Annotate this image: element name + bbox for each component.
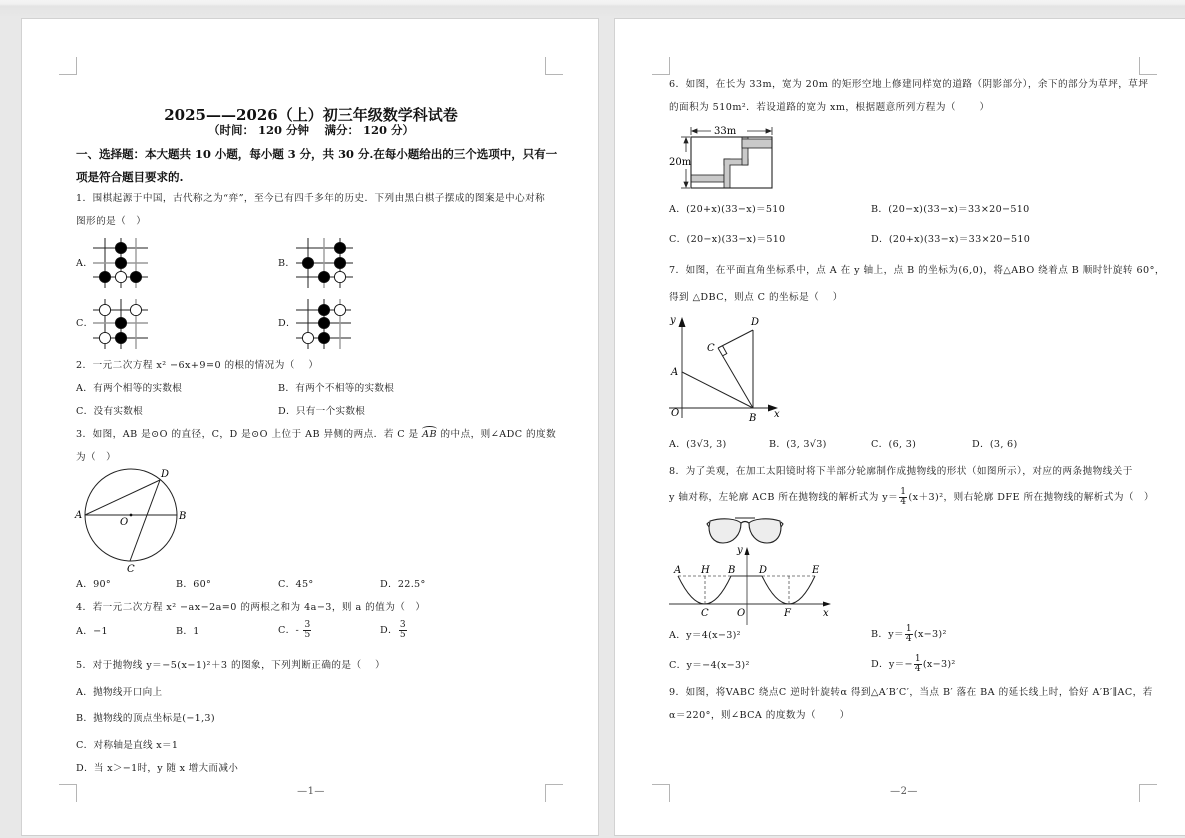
black-stone xyxy=(318,271,329,282)
denominator: 4 xyxy=(905,634,912,644)
option-text: 没有实数根 xyxy=(93,406,144,417)
option-label: D． xyxy=(278,406,296,417)
label-b: B xyxy=(749,413,757,423)
white-stone xyxy=(130,304,141,315)
option-label: B． xyxy=(769,439,787,450)
q6-option-c xyxy=(669,233,786,247)
q1-stem-line-1: 1．围棋起源于中国，古代称之为“弈”，至今已有四千多年的历史．下列由黑白棋子摆成的图案是中心对称 xyxy=(76,193,546,204)
q3-option-a xyxy=(76,578,111,592)
option-label: A． xyxy=(76,579,94,590)
white-stone xyxy=(334,271,345,282)
option-label: A． xyxy=(669,204,687,215)
label-y-axis: y xyxy=(670,315,676,326)
option-text: 22.5° xyxy=(397,579,426,590)
q5-option-c xyxy=(76,739,178,753)
numerator: 3 xyxy=(399,620,406,630)
section-header-line-1: 一、选择题：本大题共 10 小题，每小题 3 分，共 30 分.在每小题给出的三个选项中，只有一 xyxy=(76,147,558,161)
q5-stem: 5．对于抛物线 y＝−5(x−1)²＋3 的图象，下列判断正确的是（ ） xyxy=(76,660,386,671)
option-text: 抛物线的顶点坐标是(−1,3) xyxy=(93,713,215,724)
label-d: D xyxy=(759,565,768,576)
black-stone xyxy=(130,271,141,282)
black-stone xyxy=(115,332,126,343)
q1-option-a-label: A． xyxy=(76,258,94,269)
section-header-line-2: 项是符合题目要求的. xyxy=(76,170,184,184)
q7-option-a xyxy=(669,438,727,452)
q2-option-c xyxy=(76,405,143,419)
q6-option-b xyxy=(871,203,1030,217)
option-label: A． xyxy=(76,626,94,637)
label-y-axis: y xyxy=(737,545,743,556)
width-label: 20m xyxy=(669,157,692,168)
label-b: B xyxy=(728,565,736,576)
option-text: 抛物线开口向上 xyxy=(93,687,163,698)
label-o: O xyxy=(737,608,746,619)
option-text-post: (x−3)² xyxy=(922,659,956,670)
option-text: 当 x＞−1时，y 随 x 增大而减小 xyxy=(93,763,239,774)
label-h: H xyxy=(701,565,710,576)
numerator: 1 xyxy=(914,654,921,664)
label-a: A xyxy=(75,510,83,521)
option-text: (3√3, 3) xyxy=(686,439,727,450)
option-text: 对称轴是直线 x＝1 xyxy=(93,740,179,751)
option-text: (20+x)(33−x)＝33×20−510 xyxy=(888,234,1031,245)
white-stone xyxy=(115,271,126,282)
q3-stem-pre: 3．如图，AB 是⊙O 的直径，C，D 是⊙O 上位于 AB 异侧的两点．若 C 是 xyxy=(76,429,423,440)
option-label: B． xyxy=(76,713,94,724)
q6-rectangle-figure xyxy=(665,122,777,194)
option-label: D． xyxy=(871,234,889,245)
option-text-post: (x−3)² xyxy=(913,629,947,640)
black-stone xyxy=(115,317,126,328)
black-stone xyxy=(318,332,329,343)
q7-option-c xyxy=(871,438,916,452)
q4-option-a xyxy=(76,625,108,639)
q4-option-b xyxy=(176,625,200,639)
q7-stem-line-1: 7．如图，在平面直角坐标系中，点 A 在 y 轴上，点 B 的坐标为(6,0)，将△ABO 绕着点 B 顺时针旋转 60°， xyxy=(669,265,1165,276)
option-text: 1 xyxy=(193,626,200,637)
option-sign: - xyxy=(295,625,300,636)
denominator: 5 xyxy=(304,630,311,640)
option-text: (3, 3√3) xyxy=(786,439,827,450)
q8-option-d xyxy=(871,655,956,674)
white-stone xyxy=(99,304,110,315)
label-e: E xyxy=(812,565,820,576)
q3-stem-line-2: 为（ ） xyxy=(76,452,117,463)
q3-stem-line-1 xyxy=(76,428,556,442)
q3-circle-figure xyxy=(72,465,192,573)
arc-ab: AB xyxy=(422,429,437,440)
black-stone xyxy=(302,257,313,268)
fraction xyxy=(905,625,913,644)
q2-option-a xyxy=(76,382,182,396)
corner-mark-top-right xyxy=(1139,57,1157,75)
q7-stem-line-2: 得到 △DBC，则点 C 的坐标是（ ） xyxy=(669,292,843,303)
corner-mark-top-right xyxy=(545,57,563,75)
option-label: D． xyxy=(871,659,889,670)
option-label: B． xyxy=(176,579,194,590)
option-label: A． xyxy=(669,439,687,450)
label-o: O xyxy=(671,408,680,419)
option-text: 45° xyxy=(295,579,314,590)
label-b: B xyxy=(179,511,187,522)
option-label: C． xyxy=(669,234,687,245)
black-stone xyxy=(99,271,110,282)
go-board-b-figure xyxy=(295,237,355,289)
option-text: 60° xyxy=(193,579,212,590)
label-c: C xyxy=(707,343,715,354)
option-label: B． xyxy=(176,626,194,637)
option-label: B． xyxy=(871,204,889,215)
q9-stem-line-2: α＝220°，则∠BCA 的度数为（ ） xyxy=(669,710,850,721)
go-board-a-figure xyxy=(92,237,152,289)
denominator: 4 xyxy=(900,497,907,507)
label-x-axis: x xyxy=(774,409,780,420)
black-stone xyxy=(318,304,329,315)
option-text: y＝4(x−3)² xyxy=(686,630,741,641)
numerator: 1 xyxy=(900,487,907,497)
label-x-axis: x xyxy=(823,608,829,619)
q3-option-b xyxy=(176,578,211,592)
q6-option-a xyxy=(669,203,785,217)
label-c: C xyxy=(701,608,709,619)
fraction xyxy=(899,488,907,507)
denominator: 5 xyxy=(399,630,406,640)
option-text: −1 xyxy=(93,626,108,637)
option-text: (20−x)(33−x)＝33×20−510 xyxy=(888,204,1030,215)
label-a: A xyxy=(671,367,679,378)
option-label: A． xyxy=(76,383,94,394)
option-label: C． xyxy=(871,439,889,450)
label-c: C xyxy=(127,564,135,573)
option-label: D． xyxy=(380,579,398,590)
q6-stem-line-2: 的面积为 510m²．若设道路的宽为 xm，根据题意所列方程为（ ） xyxy=(669,102,990,113)
option-text: (20+x)(33−x)＝510 xyxy=(686,204,786,215)
option-label: C． xyxy=(278,625,296,636)
q1-option-c-label: C． xyxy=(76,318,94,329)
q1-stem-line-2: 图形的是（ ） xyxy=(76,216,147,227)
viewer-top-band xyxy=(0,0,1185,18)
numerator: 1 xyxy=(905,624,912,634)
option-label: A． xyxy=(669,630,687,641)
option-text: y＝ xyxy=(888,629,904,640)
q5-option-d xyxy=(76,762,238,776)
option-label: D． xyxy=(76,763,94,774)
go-board-d-figure xyxy=(295,298,355,350)
black-stone xyxy=(115,242,126,253)
q2-option-b xyxy=(278,382,394,396)
q8-stem-post: (x＋3)²，则右轮廓 DFE 所在抛物线的解析式为（ ） xyxy=(908,492,1155,503)
option-label: B． xyxy=(871,629,889,640)
exam-subtitle: （时间： 120 分钟 满分： 120 分） xyxy=(207,123,415,137)
option-label: D． xyxy=(972,439,990,450)
q6-option-d xyxy=(871,233,1030,247)
label-f: F xyxy=(784,608,791,619)
label-d: D xyxy=(161,469,170,480)
page-number: —1— xyxy=(297,786,325,797)
option-label: C． xyxy=(76,740,94,751)
option-text: y＝−4(x−3)² xyxy=(686,660,750,671)
q8-sunglasses-figure xyxy=(665,513,840,625)
option-label: C． xyxy=(278,579,296,590)
q8-option-b xyxy=(871,625,947,644)
option-text: 有两个相等的实数根 xyxy=(93,383,183,394)
q8-stem-line-1: 8．为了美观，在加工太阳镜时将下半部分轮廓制作成抛物线的形状（如图所示），对应的两条抛物线关于 xyxy=(669,466,1133,477)
label-d: D xyxy=(751,317,760,328)
numerator: 3 xyxy=(304,620,311,630)
option-label: D． xyxy=(380,625,398,636)
option-label: C． xyxy=(669,660,687,671)
option-text: (3, 6) xyxy=(989,439,1018,450)
q5-option-a xyxy=(76,686,162,700)
q8-stem-line-2 xyxy=(669,488,1154,507)
q9-stem-line-1: 9．如图，将VABC 绕点C 逆时针旋转α 得到△A′B′C′，当点 B′ 落在 BA 的延长线上时，恰好 A′B′∥AC，若 xyxy=(669,687,1153,698)
black-stone xyxy=(334,257,345,268)
black-stone xyxy=(318,317,329,328)
corner-mark-top-left xyxy=(652,57,670,75)
q2-stem: 2．一元二次方程 x² −6x+9=0 的根的情况为（ ） xyxy=(76,360,319,371)
option-label: B． xyxy=(278,383,296,394)
option-label: C． xyxy=(76,406,94,417)
white-stone xyxy=(99,332,110,343)
q4-option-c xyxy=(278,621,312,640)
fraction xyxy=(303,621,311,640)
option-text: (20−x)(33−x)＝510 xyxy=(686,234,786,245)
q3-stem-post: 的中点，则∠ADC 的度数 xyxy=(437,429,557,440)
length-label: 33m xyxy=(714,126,737,137)
option-text: y＝− xyxy=(888,659,913,670)
white-stone xyxy=(334,304,345,315)
q6-stem-line-1: 6．如图，在长为 33m，宽为 20m 的矩形空地上修建同样宽的道路（阴影部分），余下的部分为草坪，草坪 xyxy=(669,79,1149,90)
option-text: 只有一个实数根 xyxy=(295,406,366,417)
q2-option-d xyxy=(278,405,365,419)
q5-option-b xyxy=(76,712,215,726)
q8-option-c xyxy=(669,659,750,673)
q3-option-d xyxy=(380,578,426,592)
fraction xyxy=(399,621,407,640)
exam-title: 2025——2026（上）初三年级数学科试卷 xyxy=(164,106,458,124)
document-page-1 xyxy=(21,18,599,836)
page-number: —2— xyxy=(890,786,918,797)
go-board-c-figure xyxy=(92,298,152,350)
q4-stem: 4．若一元二次方程 x² −ax−2a=0 的两根之和为 4a−3，则 a 的值为（ ） xyxy=(76,602,426,613)
label-a: A xyxy=(674,565,682,576)
q4-option-d xyxy=(380,621,408,640)
sunglasses-icon xyxy=(707,518,783,543)
q7-option-b xyxy=(769,438,827,452)
q3-option-c xyxy=(278,578,313,592)
q1-option-d-label: D． xyxy=(278,318,296,329)
option-text: 90° xyxy=(93,579,112,590)
option-text: 有两个不相等的实数根 xyxy=(295,383,395,394)
option-text: (6, 3) xyxy=(888,439,917,450)
option-label: A． xyxy=(76,687,94,698)
q8-option-a xyxy=(669,629,741,643)
corner-mark-top-left xyxy=(59,57,77,75)
document-page-2 xyxy=(614,18,1185,836)
denominator: 4 xyxy=(914,664,921,674)
white-stone xyxy=(302,332,313,343)
q1-option-b-label: B． xyxy=(278,258,296,269)
label-o: O xyxy=(120,517,129,528)
fraction xyxy=(914,655,922,674)
q7-coordinate-figure xyxy=(665,313,785,423)
black-stone xyxy=(115,257,126,268)
black-stone xyxy=(334,242,345,253)
q7-option-d xyxy=(972,438,1017,452)
q8-stem-pre: y 轴对称，左轮廓 ACB 所在抛物线的解析式为 y＝ xyxy=(669,492,899,503)
